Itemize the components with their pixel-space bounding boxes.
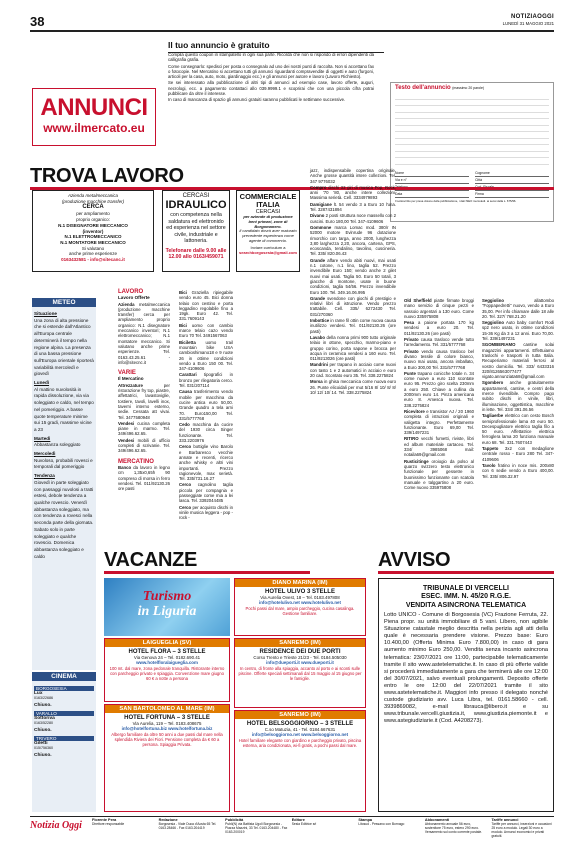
item-cap: Azienda [118, 301, 135, 307]
box1-line-2: CERCA [82, 204, 104, 211]
item-cap: Pesa [404, 320, 415, 326]
item-cap: Biciletta [179, 339, 196, 345]
item-text: lt. 54 vendo 3 a Euro 10 l'una. Tel. 3287431894 [310, 201, 396, 213]
avviso-box [378, 578, 554, 812]
cinema-body [32, 681, 96, 760]
ad-hotel: RESIDENCE DEI DUE PORTI [259, 649, 341, 655]
meteo-text-2: Abbastanza soleggiato [34, 442, 81, 448]
box1-line-1: (produzione macchine transfer) [61, 198, 125, 204]
box2-line-3: Telefonare dalle 9.00 alle 12.00 allo 0163/459071 [165, 247, 227, 260]
turismo-line-1: Turismo [142, 589, 192, 604]
item-text: fratino in noce mis. 200x80 con 6 sedie vendo a Euro 400,00. Tel. 335/ 806.32.97 [482, 462, 554, 479]
cinema-status-1: Chiuso. [34, 728, 52, 733]
item-text: svendone con giochi di prestigio e relativi libri di istruzione. Vendo prezzo trattabile. Cell. 335/ 6272430 Tel. 031/270360 [310, 295, 396, 317]
ad-web: info@hotelfortuna.biz www.hotelfortuna.biz [121, 726, 213, 731]
vacanze-ad-1 [104, 704, 230, 812]
ad-desc: Hotel familiare elegante con giardino e parcheggio privato, piscina esterna, aria condizionata, wi-fi gratis, a pochi passi dal mare. [238, 738, 362, 749]
vacanze-ad-3 [234, 638, 366, 708]
cinema-city-1: VARALLO [34, 711, 94, 716]
list-item [482, 380, 554, 412]
list-item [310, 225, 396, 257]
footer-col-5 [425, 819, 488, 839]
item-cap: Bici [179, 322, 187, 328]
footer-col-2 [225, 819, 288, 839]
ad-town: DIANO MARINA (IM) [235, 579, 365, 587]
trova-lavoro-title: TROVA LAVORO [30, 165, 184, 187]
meteo-head-1: Lunedì [34, 380, 50, 386]
list-item [482, 446, 554, 462]
footer-logo: Notizia Oggi [30, 820, 82, 831]
col-seggiolino [482, 298, 554, 480]
cinema-name-1: Sottoriva [34, 716, 55, 721]
item-text: a paione portata 170 kg vendesi a euro 20. Tel. 011/92130.26 (ore pasti) [404, 320, 474, 336]
ad-town: LAIGUEGLIA (SV) [105, 639, 229, 647]
box3-line-0: COMMERCIALE ITALIA [239, 192, 297, 209]
item-text: marca Lomac mod. 380/r IN 52000 motore Evinrude 96 dotazione rimorchio con targa, anno 2000, lunghezza 3,80 larghezza 2,20, ancora, cartena, GPS, ecoscanda, tendalino, tavolino, cuscineria. Tel. 335/ 820.06.43 [310, 224, 396, 257]
footer-col-text: Abbonamento annuale 56 euro, sostenitore 75 euro, estero 290 euro. Versamento sul conto corrente postale. [424, 821, 483, 834]
list-item [310, 379, 396, 395]
list-item [179, 340, 233, 372]
item-cap: Gommone [310, 224, 332, 230]
item-text: macchina da cucire del 1930 circa Singer funzionante. Tel. 333.2203976 [179, 422, 233, 444]
list-item [404, 409, 474, 435]
item-text: Auto baby comfort Rodi sp2 nero usato, in ottime condizioni 15-36 Kg da 3 a 12 anni. Euro 70,00. Tel. 339/1497231 [482, 320, 554, 342]
item-text: uomo trail mountain bike USA cambioshimano18 e 9 ruote 26 in ottime condizioni vendo a Euro 150 00. Tel. 347-4109606 [179, 339, 233, 372]
cinema-city-2: TRIVERO [34, 736, 94, 741]
item-cap: Seggiolino [482, 320, 504, 326]
item-text: causa trasloco vende tutto l'arredamento. Tel. 331/5777768 [404, 337, 474, 348]
item-cap: SGOMBERIAMO [482, 342, 516, 348]
job-box-3 [236, 190, 300, 272]
item-text: per ristorazione fry top, piastre, affettatrici, lavastoviglie, tostiere, tavoli, lavelli inox, taverni interno esterno, sedie. Cessata att vivai. Tel. 3477580948 [118, 382, 170, 420]
meteo-sidebar [32, 298, 96, 670]
item-cap: Carattari [179, 372, 197, 378]
ad-town: SAN BARTOLOMEO AL MARE (IM) [105, 705, 229, 713]
list-item [310, 318, 396, 334]
box3-line-4: Inviare curriculum a [250, 244, 286, 250]
turismo-line-2: in Liguria [137, 604, 197, 619]
form-field-2[interactable]: Via e n° [395, 177, 469, 184]
item-text: uomo con cambio marce telaio cazo vendo Euro 70 Tel. 3491567063 [179, 322, 233, 339]
mercatino-head: MERCATINO [118, 458, 154, 465]
ad-hotel: HOTEL FORTUNA – 3 STELLE [124, 715, 210, 721]
meteo-body [32, 307, 96, 562]
footer-col-head: Editore [291, 818, 305, 822]
header-rule [30, 30, 554, 32]
box1-line-5: N.1 DISEGNATORE MECCANICO [58, 222, 128, 228]
ad-desc: 100 mt. dal mare, zona pedonale tranquilla. Ristorante interno con parcheggio privato e spiaggia. Convenzione mare giugno 60 € a notte a persona [109, 666, 225, 682]
item-cap: Vendesi [118, 420, 135, 426]
item-cap: Cerco [179, 504, 192, 510]
box3-line-2: per aziende di produzione beni primari, zone di Borgomanero. [243, 214, 293, 229]
cinema-name-0: Lux [34, 691, 43, 696]
avviso-head-1: TRIBUNALE DI VERCELLI [423, 585, 509, 592]
item-text: vecchi fumetti, riviste, libri ed album materiale cartaceo. Tel. 334/ 3985068 mail: notaila69@gmail.com [404, 436, 474, 458]
box1-line-11: 0163432581 - info@sitecanc.it [61, 257, 125, 263]
varie-head: VARIE [118, 370, 136, 377]
item-cap: Banco [118, 464, 132, 470]
col-sheffield [404, 298, 474, 491]
col-jazz [310, 168, 396, 396]
ad-web: info@belsoggiorno.net www.belsoggiorno.net [251, 732, 349, 737]
col-bici [179, 290, 233, 521]
list-item [482, 298, 554, 319]
meteo-text-4: Giovedì in parte soleggiato con passaggi nuvolosi a tratti estesi, debole tendenza a qualche rovescio. Venerdì abbastanza soleggiato, ma con tendenza a rovesci nella seconda parte della giornata. Sabato solo in parte soleggiato e qualche rovescio. Domenica abbastanza soleggiato e caldo [34, 479, 94, 559]
list-item [310, 296, 396, 317]
item-text: della nonna primi 900 tutto originale telaio in ottone, specchio, marmo-piano e gruppo corino, porta sapone e brocca per acqua in ceramica vendesi a 160 euro. Tel. 011/9213026 (ore pasti) [310, 334, 396, 362]
list-item [179, 323, 233, 339]
form-privacy: Il sottoscritto per presa visione della pubblicazione, i dati ISEO mercoledì. ai sensi della L. 675/96. [395, 199, 517, 203]
list-item [310, 213, 396, 224]
cinema-city-0: BORGOSESIA [34, 686, 94, 691]
item-text: metalmeccanica (produzione macchine transfer) cerca per ampliamento proprio organico: N.1 disegnatore meccanico inventori; N.1 elettromeccanico; N.1 montatore meccanico. Si valutano anche prime esperienze. Tel. 0163.43.25.61 - info@sitecnc.it [118, 301, 170, 365]
item-text: anche gratuitamente appartamenti, cantine, e centri della merce rivendibile. Compro pago subito dischi in vinile, libri, illuminazione, oggettistica, macchine in lette. Tel. 334/ 391.06.56 [482, 380, 554, 412]
avviso-head-3: VENDITA ASINCRONA TELEMATICA [405, 602, 527, 609]
meteo-title: METEO [32, 298, 96, 307]
item-cap: Cerco [179, 482, 192, 488]
item-cap: Vendesi [118, 437, 135, 443]
vacanze-ad-0 [104, 638, 230, 702]
footer [30, 816, 554, 836]
item-text: Graziella ripiegabile vendo euro 45. Bici donna telaio con cestino e porta leggadino regolabile fino a 19gk. Euro 42. Tel. 331.7609143 [179, 290, 233, 322]
item-cap: Morsa [310, 379, 323, 385]
item-cap: Ricevitore [404, 408, 425, 414]
box1-line-3: per ampliamento [76, 211, 110, 217]
box3-line-5: searchborgosesia@gmail.com [239, 249, 297, 255]
box1-line-0: Azienda metalmeccanica [67, 193, 119, 198]
item-cap: Damigiane [310, 201, 332, 207]
offerte-head: Lavoro Offerte [118, 295, 150, 301]
list-item [482, 320, 554, 341]
list-item [482, 463, 554, 479]
item-cap: Lavabo [310, 334, 326, 340]
item-text: jazz, indispensabile copertina originale. Anche grosse quantità intere collezioni. Tel. 347 9776032 [310, 168, 396, 184]
list-item [404, 436, 474, 457]
list-item [404, 337, 474, 348]
footer-col-head: Redazione [158, 818, 178, 822]
footer-col-1 [159, 819, 222, 839]
item-cap: Privato [404, 337, 419, 343]
item-cap: Bici [179, 290, 187, 295]
box1-line-9: Si valutano [81, 245, 105, 251]
list-item [179, 444, 233, 481]
col-lavoro [118, 290, 170, 492]
list-item [404, 371, 474, 408]
item-text: cagnolino taglia piccola per compagnia e passeggiate come mia a lei lasca. Tel. 3392044485 [179, 482, 233, 504]
ad-desc: Pochi passi dal mare, ampio parcheggio, cucina casalinga. Gestione familiare. [245, 606, 355, 617]
turismo-banner [104, 578, 230, 636]
item-text: mobili di ufficio completi di scrivanie. Tel. 349/496.62.65. [118, 437, 170, 454]
meteo-head-0: Situazione [34, 311, 57, 316]
item-text: oroiogio da polso al quarzo svizzero testo elettronico funzionale per gessetre in buonissimo funzionante con scatola manuale e talggartino a 20 euro. Come nuovo 335975808 [404, 458, 474, 491]
item-text: bottiglie vino Barolo e Barbaresco vecchie annate e recenti, ricerco anche whisky e altri vini importanti. Prezzo ragionevole, max serietà. Tel. 335/731.16.27 [179, 444, 233, 482]
ad-hotel: HOTEL FLORA – 3 STELLE [128, 649, 206, 655]
item-text: 3x2 con medaglione centrale rosso - Euro 280 Tel. 347-4109606 [482, 446, 554, 462]
item-cap: Seggiolino [482, 298, 504, 303]
cinema-phone-2: 015/756360 [34, 746, 53, 750]
item-cap: Cerco [179, 444, 192, 450]
footer-col-text: Tariffe per annunci, inserzioni e occasioni 25 euro a modulo. Legali 30 euro a modulo. Annunci economici e privati gratuiti. [491, 821, 552, 838]
list-item [179, 505, 233, 521]
list-item [310, 168, 396, 184]
meteo-head-3: Mercoledì [34, 451, 56, 457]
cinema-phone-1: 0163/52280 [34, 721, 53, 725]
cinema-status-0: Chiuso. [34, 703, 52, 708]
page-date: LUNEDÌ 31 MAGGIO 2021 [502, 21, 554, 26]
ad-web: info@hotelulivo.net www.hotelulivo.net [259, 600, 341, 605]
item-text: elettrico con cesto Bosch semiprofessionale lama 40 euro 50. Decespugliatore elettrico taglia filo a 50 euro. Affettatrice elettrica ferroglera lama 20 funziona manuale euro 68. Tel. 331.7607443 [482, 413, 554, 445]
ad-desc: In centro, di fronte alla spiaggia, accanto al porto e ai sconti sulle piscine. Offerte speciali settimanali dal 15 maggio al 15 giugno per le famiglie. [238, 666, 362, 682]
form-field-7[interactable]: Firma [475, 191, 549, 198]
avviso-rule [378, 571, 554, 574]
form-field-6[interactable]: Data [395, 191, 469, 198]
item-text: vendo causa trasloco bel divano tessile di colore bianco, nuovo mai usato, ancora imballato, a Euro 300,00 Tel. 331/5777768 [404, 348, 474, 370]
item-cap: Sgombero [482, 380, 504, 386]
item-text: e transistor AJ / 20 1960 completa di istruzioni originali e valigetta integro. Perfettamente funzionante. Euro 69,00 Tel. 339/1497231 [404, 408, 474, 436]
box1-line-10: anche prime esperienze [68, 251, 118, 257]
ad-hotel: HOTEL BELSOGGIORNO – 3 STELLE [246, 721, 354, 727]
list-item [310, 335, 396, 361]
item-cap: Punte [404, 370, 416, 376]
cinema-sidebar [32, 672, 96, 812]
footer-col-text: Borgosesia - Viale Duca d'Aosta 65 Tel. 0163.28466 - Fax 0163.204419 [158, 821, 217, 830]
item-text: tipografici in bronzo per rilegatoria cerco. Tel. 031/207114 [179, 372, 233, 389]
cinema-status-2: Chiuso. [34, 753, 52, 758]
avviso-title: AVVISO [378, 549, 451, 571]
item-cap: Divano [310, 213, 325, 219]
footer-col-head: Abbonamenti [424, 818, 450, 822]
annunci-site: www.ilmercato.eu [43, 121, 145, 135]
item-cap: Old Sheffield [404, 298, 432, 303]
list-item [482, 342, 554, 379]
item-cap: Rusticitinge [404, 458, 429, 464]
meteo-head-4: Tendenza [34, 473, 55, 479]
ad-town: SANREMO (IM) [235, 711, 365, 719]
item-cap: Tavolo [482, 462, 496, 468]
ad-web: www.hotelfloralaigueglia.com [136, 660, 198, 665]
vacanze-ad-2 [234, 578, 366, 636]
cinema-phone-0: 0163/22686 [34, 696, 53, 700]
item-text: in ghisa meccanica come nuova euro 26. Punte elicoidali per mut 5/16 8/ 10/ 8/ 8/ 10/ 12/ 10/ 14. Tel. 338.2275824 [310, 379, 396, 395]
footer-col-3 [292, 819, 355, 839]
ad-web: info@dueporti.it www.dueporti.it [266, 660, 334, 665]
footer-col-text: Publi(N) via Battista Ugoli Borgosesia - Piazza Mazzini, 33 Tel. 0163.204480 - Fax 0163.200019 [225, 821, 288, 834]
footer-col-4 [358, 819, 421, 839]
list-item [179, 290, 233, 322]
list-item [179, 389, 233, 421]
meteo-text-1: Al mattino nuvolosità in rapida dissoluzione, via via soleggiato e caldo, nel tempo nel pomeriggio. A basse quote temperature minime sui 15 gradi, massime vicine a 23 [34, 386, 94, 432]
form-field-1[interactable]: Cognome [475, 170, 549, 177]
ad-town: SANREMO (IM) [235, 639, 365, 647]
list-item [310, 185, 396, 201]
page-header [30, 14, 554, 30]
list-item [310, 258, 396, 295]
item-text: in rame fil ottin come nuova causa inutilizzo vendesi. Tel. 011/92130.26 (ore pasti) [310, 318, 396, 334]
vacanze-title: VACANZE [104, 549, 198, 571]
gratuito-p3: Se sei interessato alla pubblicazione di altri tipi di annunci ad esempio case, lavoro offerte, auguri, necrologi, ecc. a pagamento contattaci allo 039.9999.1 e scoprirai che con una piccola cifra potrai pubblicare da oltre il interesse. [168, 80, 374, 97]
form-field-3[interactable]: Città [475, 177, 549, 184]
list-item [404, 320, 474, 336]
ad-addr: Via Aurelia Ovest, 18 – Tel. 0183.497808 [260, 595, 340, 600]
ad-addr: Corso Trento e Trieste 21/23 - Tel. 0184.505030 [253, 655, 347, 660]
form-hint: (massimo 20 parole) [452, 86, 485, 90]
vacanze-area [104, 578, 366, 812]
trova-lavoro-head [30, 166, 554, 190]
list-item [118, 302, 170, 366]
footer-col-head: Stampa [358, 818, 373, 822]
ad-addr: Via Genova 24 – Tel. 0182.690.41 [133, 655, 201, 660]
job-box-2 [162, 190, 230, 272]
footer-col-6 [491, 819, 554, 839]
cinema-name-2: Giletti [34, 741, 48, 746]
item-cap: Mandrini [310, 362, 328, 368]
box1-line-7: N.1 ELETTROMECCANICO [64, 234, 122, 240]
item-text: trapano conicche totale n. 34 come nuove a euro 110 scontate euro 95. Prezzo giro scelta 230mm a euro 250. Chiave a cullina da 2000mm euro 14. Pinza americana euro 8. Amesca nuova. Tel. 338.2275824 [404, 370, 474, 408]
footer-col-text: Sesia Editrice srl [291, 821, 317, 826]
item-text: da lavoro in legno cm 1,35x0,65h 90 compreso di morsa in ferro vendesi. Tel. 011/92130.26 ore pasti [118, 464, 170, 492]
list-item [179, 482, 233, 503]
box2-line-0: CERCASI [182, 193, 210, 199]
item-text: cantine solai magazzini appartamenti. Effettuiamo traslochi e trasporti in tutta Italia. Recuperiamo materiali ferrosi al vostro domicilio. Tel. 333/ 6433316 320/8126563077477 vigato.annunziata68@gmail.com [482, 342, 554, 380]
ad-addr: C.so Matuzia, 41 - Tel. 0184.667631 [264, 727, 336, 732]
list-item [310, 362, 396, 378]
item-cap: Attrezzature [118, 382, 143, 388]
coupon-form [390, 82, 554, 222]
item-text: affare vendo abiti nuovi, mai usati n.1 cotone, n.1 lino, taglia 52. Prezzo invendibile Euro 150; vendo anche 2 gilet nuovi mai usati. Taglia 50. Euro 50 totali, 3 giacche di montone, usate in buone condizioni, taglia 54/56. Prezzo invendibile Euro 100. Tel. 349.16.06.995 [310, 257, 396, 295]
item-cap: Compro [310, 184, 327, 190]
job-box-1 [32, 190, 154, 272]
box3-line-1: CERCASI [255, 209, 281, 215]
ad-hotel: HOTEL ULIVO 3 STELLE [265, 589, 335, 595]
item-text: allattombo "Foppapedretti" nuovo, vendo a Euro 35,00. Per info chiamare dalle 18 alle 20. Tel. 327/ 768.21.20 [482, 298, 554, 319]
avviso-head-2: ESEC. IMM. N. 45/20 R.G.E. [421, 593, 511, 600]
box2-line-1: IDRAULICO [165, 199, 227, 211]
box2-line-2: con competenza nella saldatura ed elettronido ed esperienza nel settore civile, industriale e lattoneria. [166, 212, 226, 244]
item-cap: Grande [310, 295, 326, 301]
item-cap: Privato [404, 348, 419, 354]
brand-name: NOTIZIAOGGI [511, 14, 554, 20]
item-cap: Causa [179, 389, 192, 395]
item-text: per acquisto dischi in vinile musica leggera - pop - rock - [179, 504, 233, 521]
item-cap: RITIRO [404, 436, 419, 442]
gratuito-p2: Come consegnarlo: spedisci per posta o consegnalo ad uno dei nostri punti di raccolta. Non si accettano fax o fotocopie. Nel Mercatino si accettano tutti gli annunci riguardanti compravendite di oggetti e auto (furgoni, articoli per la casa, auto, moto, giardinaggio ecc.) e gli annunci per autore e lavoro (Lavoro Richiesto). [168, 63, 374, 80]
footer-cols [92, 819, 554, 839]
list-item [179, 372, 233, 388]
list-item [118, 438, 170, 454]
item-text: piatte firmate broggi mano servizio di cinque pezzi e vassoio argentari a 130 euro. Come nuovo 335975808 [404, 298, 474, 319]
gratuito-text [168, 52, 374, 104]
list-item [118, 421, 170, 437]
lavoro-head: LAVORO [118, 289, 144, 295]
annuncio-text-area[interactable] [395, 93, 549, 167]
list-item [404, 349, 474, 370]
item-text: cucina completa piane in marmo. Tel. 349/496.62.65. [118, 420, 170, 437]
annunci-box [32, 88, 156, 146]
list-item [404, 459, 474, 491]
footer-col-head: Fiorente Pera [92, 818, 117, 822]
gratuito-p4: In caso di mancanza di spazio gli annunci gratuiti saranno pubblicati le settimane successive. [168, 97, 346, 103]
avviso-body: Lotto UNICO - Comune di Borgosesia (VC) Frazione Ferruta, 22. Piena propr. su unità immobiliare di 5 vani. Libero, non agibile Situazione catastale meglio descritta nella perizia agli atti della quale è necessaria prendere visione. Prezzo base: Euro 10.400,00 (Offerta Minima Euro 7.800,00) in caso di gara aumento minimo Euro 250,00. Vendita senza incanto asincrona telematica: 23/07/2021 ore 11:00, partecipabile telematicamente tramite il sito www.astetelematiche.it. In caso di più offerte valide si procederà immediatamente a gara che terminerà alle ore 12:00 del 30/07/2021, salvo eventuali prolungamenti. Deposito offerte entro le ore 12:00 del 22/07/2021 tramite il sito www.astetelematiche.it. Maggiori info presso il delegato nonché custode giudiziario avv. Luca Libra, tel. 0161.58660 - cell. 3939869082, e-mail librauca@libero.it e su www.tribunale.vercelli.giustizia.it, www.giustizia.piemonte.it e www.astegiudiziarie.it (Cod. A4208273). [384, 612, 548, 725]
item-cap: Tappeto [482, 446, 499, 452]
footer-col-0 [92, 819, 155, 839]
box1-line-6: (inventor) [82, 228, 104, 234]
item-text: dischi 33 giri di musica Pop, Rock, anni '70 '80, anche intere collezioni. Massima serietà. Cell. 3334979893 [310, 184, 396, 201]
list-item [482, 413, 554, 445]
box3-line-3: Il candidato dovrà aver maturato precedente esperienza come agente di commercio. [239, 228, 297, 243]
vacanze-rule [104, 571, 310, 574]
item-cap: Tagliaerbe [482, 413, 504, 419]
list-item [404, 298, 474, 319]
annunci-title: ANNUNCI [40, 94, 148, 121]
gratuito-title: Il tuo annuncio è gratuito [168, 40, 384, 53]
box1-line-4: proprio organico: [76, 217, 110, 223]
vacanze-ad-4 [234, 710, 366, 812]
footer-col-head: Pubblicità [225, 818, 244, 822]
list-item [310, 202, 396, 213]
list-item [118, 465, 170, 491]
footer-col-text: Litosud - Pessano con Bornago [358, 821, 405, 826]
form-field-0[interactable]: Nome [395, 170, 469, 177]
gratuito-p1: Compila questo coupon in stampatello in ogni sua parte. Ricorda che non si rispondo di errori dipendenti da calligrafia grafia. [168, 52, 374, 63]
item-text: 2 posti struttura noce massello con 2 cuscini. Euro 180,00 Tel. 347-4109606 [310, 213, 396, 224]
item-text: per trapano in acciaio come nuovi con tasto 1 e 2 automatici in acciaio e euro 20 cad. Scontato euro 35. Tel. 338.2275824 [310, 362, 396, 378]
vacanze-head [104, 550, 310, 574]
mercatino-sub: Il Mercatino [118, 376, 144, 382]
cinema-title: CINEMA [32, 672, 96, 681]
footer-col-text: Direttore responsabile [92, 821, 125, 826]
list-item [118, 383, 170, 420]
box1-line-8: N.1 MONTATORE MECCANICO [60, 239, 126, 245]
ad-desc: Albergo familiare da oltre 50 anni a due passi dal mare nella splendida Riviera dei Fiori. Pensione completa da € 60 a persona. Spiaggia Privata. [111, 732, 223, 748]
item-cap: Imbottice [310, 318, 330, 324]
footer-col-head: Tariffe annunci [491, 818, 519, 822]
avviso-head [378, 550, 554, 574]
meteo-text-0: Una zona di alta pressione che si estende dall'Atlantico all'Europa centrale determinerà il tempo nella regione alpina. La presenza di una bassa pressione sull'Europa orientale riporterà variabilità mercoledì e giovedì [34, 317, 94, 377]
list-item [179, 422, 233, 443]
item-text: trasferimento vendo mobile per macchina da cucire antica euro 50,00. Grande quadro a tela arni 70. Euro150,00 Tel. 331/5777768 [179, 389, 233, 421]
page-number: 38 [30, 14, 45, 29]
ad-addr: Via Aurelia, 119 – Tel. 0183.408675 [132, 721, 202, 726]
form-title: Testo dell'annuncio [395, 85, 451, 91]
item-cap: Grande [310, 257, 326, 263]
meteo-text-3: Nuvoloso, probabili rovesci e temporali dal pomeriggio [34, 457, 93, 470]
item-cap: Cedo [179, 422, 190, 428]
meteo-head-2: Martedì [34, 435, 51, 441]
